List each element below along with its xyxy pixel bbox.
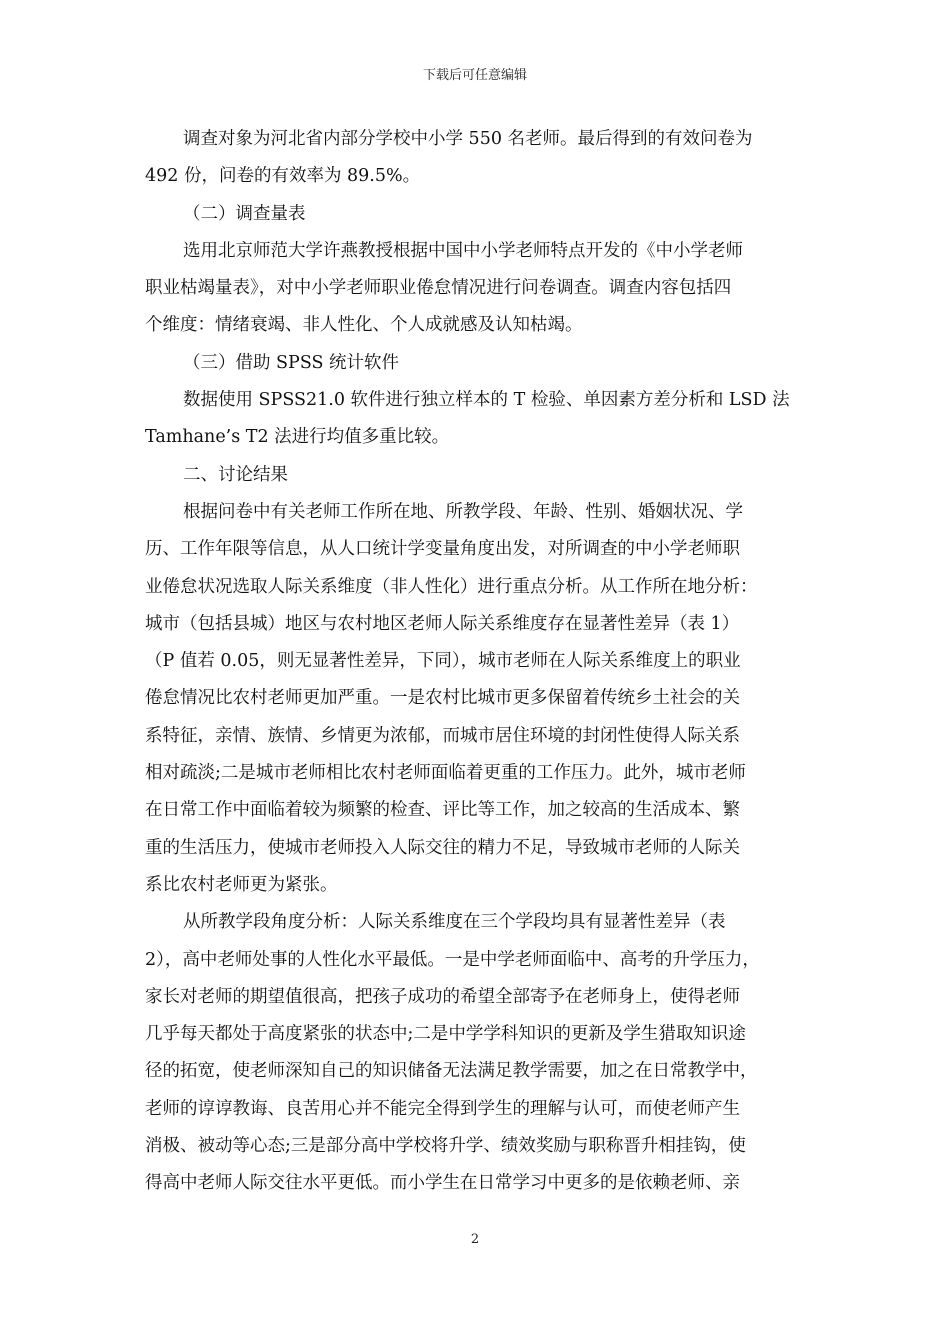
body-paragraph (145, 904, 807, 1202)
text-line: 职业枯竭量表》，对中小学老师职业倦怠情况进行问卷调查。调查内容包括四 (145, 278, 732, 299)
text-line: 二、讨论结果 (183, 464, 288, 485)
text-line: 在日常工作中面临着较为频繁的检查、评比等工作，加之较高的生活成本、繁 (145, 800, 740, 821)
text-line: 492 份，问卷的有效率为 89.5%。 (145, 166, 421, 187)
text-line: 业倦怠状况选取人际关系维度（非人性化）进行重点分析。从工作所在地分析： (145, 576, 758, 597)
page-number: 2 (470, 1232, 480, 1247)
text-line: 径的拓宽，使老师深知自己的知识储备无法满足教学需要，加之在日常教学中， (145, 1061, 758, 1082)
text-line: 调查对象为河北省内部分学校中小学 550 名老师。最后得到的有效问卷为 (183, 129, 753, 149)
text-line: 家长对老师的期望值很高，把孩子成功的希望全部寄予在老师身上，使得老师 (145, 986, 740, 1007)
text-line: 相对疏淡;二是城市老师相比农村老师面临着更重的工作压力。此外，城市老师 (145, 763, 746, 784)
body-paragraph (145, 494, 807, 904)
text-line: 得高中老师人际交往水平更低。而小学生在日常学习中更多的是依赖老师、亲 (145, 1173, 740, 1194)
text-line: 从所教学段角度分析：人际关系维度在三个学段均具有显著性差异（表 (183, 912, 726, 933)
text-line: 老师的谆谆教诲、良苦用心并不能完全得到学生的理解与认可，而使老师产生 (145, 1098, 740, 1119)
text-line: （P 值若 0.05，则无显著性差异，下同），城市老师在人际关系维度上的职业 (145, 651, 741, 672)
text-line: 系比农村老师更为紧张。 (145, 874, 338, 895)
document-body (145, 121, 807, 1203)
text-line: （三）借助 SPSS 统计软件 (183, 352, 400, 373)
section-heading (145, 196, 807, 233)
page-header: 下载后可任意编辑 (422, 68, 527, 83)
text-line: 城市（包括县城）地区与农村地区老师人际关系维度存在显著性差异（表 1） (145, 613, 740, 634)
text-line: 重的生活压力，使城市老师投入人际交往的精力不足，导致城市老师的人际关 (145, 837, 740, 858)
text-line: 选用北京师范大学许燕教授根据中国中小学老师特点开发的《中小学老师 (183, 240, 743, 261)
text-line: 2），高中老师处事的人性化水平最低。一是中学老师面临中、高考的升学压力， (145, 949, 760, 970)
text-line: 倦怠情况比农村老师更加严重。一是农村比城市更多保留着传统乡土社会的关 (145, 688, 740, 709)
text-line: 系特征，亲情、族情、乡情更为浓郁，而城市居住环境的封闭性使得人际关系 (145, 725, 740, 746)
body-paragraph (145, 382, 807, 457)
section-heading (145, 457, 807, 494)
text-line: Tamhane’s T2 法进行均值多重比较。 (145, 427, 450, 448)
text-line: 几乎每天都处于高度紧张的状态中;二是中学学科知识的更新及学生猎取知识途 (145, 1024, 746, 1045)
body-paragraph (145, 121, 807, 196)
text-line: （二）调查量表 (183, 203, 306, 224)
text-line: 数据使用 SPSS21.0 软件进行独立样本的 T 检验、单因素方差分析和 LSD 法 (183, 390, 790, 411)
text-line: 历、工作年限等信息，从人口统计学变量角度出发，对所调查的中小学老师职 (145, 539, 740, 560)
section-heading (145, 345, 807, 382)
text-line: 根据问卷中有关老师工作所在地、所教学段、年龄、性别、婚姻状况、学 (183, 501, 743, 522)
text-line: 个维度：情绪衰竭、非人性化、个人成就感及认知枯竭。 (145, 315, 583, 336)
body-paragraph (145, 233, 807, 345)
text-line: 消极、被动等心态;三是部分高中学校将升学、绩效奖励与职称晋升相挂钩，使 (145, 1136, 746, 1157)
